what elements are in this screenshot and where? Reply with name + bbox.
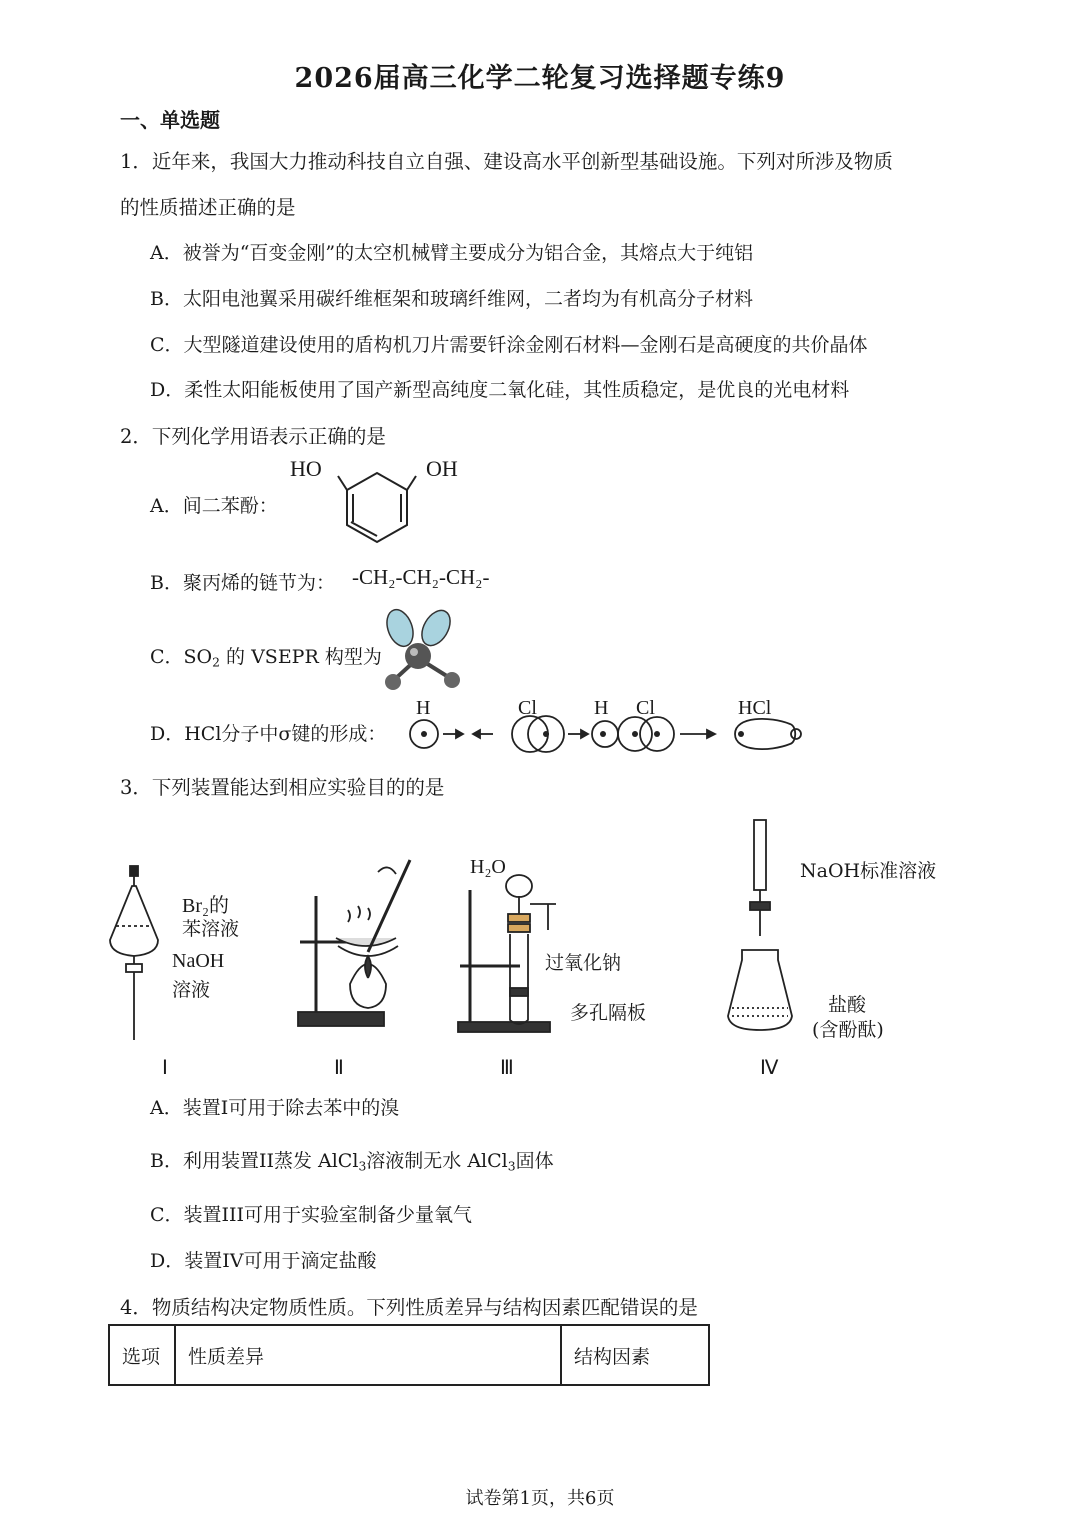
q4-stem: 4．物质结构决定物质性质。下列性质差异与结构因素匹配错误的是 [120, 1296, 698, 1319]
fig-numeral-iii: Ⅲ [500, 1057, 514, 1079]
sigma-hcl-label: HCl [738, 697, 772, 719]
resorcinol-oh-label: OH [426, 456, 458, 481]
q2-option-b-label: B．聚丙烯的链节为： [150, 572, 335, 594]
fig-label-sodium-peroxide: 过氧化钠 [545, 952, 622, 974]
table-header-property: 性质差异 [175, 1325, 561, 1385]
apparatus-ii-evaporation [298, 860, 410, 1026]
resorcinol-ho-label: HO [290, 456, 322, 481]
q3-option-a: A．装置I可用于除去苯中的溴 [150, 1097, 400, 1119]
q1-option-d: D．柔性太阳能板使用了国产新型高纯度二氧化硅，其性质稳定，是优良的光电材料 [150, 379, 850, 401]
q4-table [108, 1324, 710, 1386]
q3-option-c: C．装置III可用于实验室制备少量氧气 [150, 1204, 473, 1226]
so2-vsepr-model [380, 608, 470, 698]
fig-label-br2: Br₂的 [182, 895, 229, 917]
q2-option-d-label: D．HCl分子中σ键的形成： [150, 723, 387, 745]
q1-stem-line1: 1．近年来，我国大力推动科技自立自强、建设高水平创新型基础设施。下列对所涉及物质 [120, 150, 893, 173]
fig-label-naoh-standard: NaOH标准溶液 [800, 860, 937, 882]
apparatus-i-funnel [110, 866, 158, 1040]
fig-label-indicator: (含酚酞) [812, 1019, 884, 1041]
fig-label-h2o: H₂O [470, 856, 506, 878]
q1-stem-line2: 的性质描述正确的是 [120, 196, 296, 219]
fig-numeral-iv: Ⅳ [760, 1057, 779, 1079]
apparatus-iv-titration [728, 820, 792, 1030]
sigma-h2-label: H [594, 697, 609, 719]
fig-label-hcl: 盐酸 [828, 994, 867, 1016]
fig-label-benzene: 苯溶液 [182, 918, 240, 940]
q2-option-a-label: A．间二苯酚： [150, 495, 278, 517]
q2-option-c-label: C．$SO_2$ 的 VSEPR 构型为 [150, 646, 382, 670]
sigma-h-label: H [416, 697, 431, 719]
q3-option-d: D．装置IV可用于滴定盐酸 [150, 1250, 377, 1272]
page-footer: 试卷第1页，共6页 [465, 1488, 615, 1509]
fig-label-solution: 溶液 [172, 979, 211, 1001]
q3-stem: 3．下列装置能达到相应实验目的的是 [120, 776, 445, 799]
q3-option-b: B．利用装置II蒸发 AlCl$_3$溶液制无水 AlCl$_3$固体 [150, 1150, 554, 1174]
table-header-option: 选项 [109, 1325, 175, 1385]
q1-option-a: A．被誉为“百变金刚”的太空机械臂主要成分为铝合金，其熔点大于纯铝 [150, 242, 754, 264]
fig-label-porous-plate: 多孔隔板 [570, 1002, 647, 1024]
sigma-bond-diagram [405, 712, 805, 756]
q2-stem: 2．下列化学用语表示正确的是 [120, 425, 386, 448]
table-header-structure: 结构因素 [561, 1325, 709, 1385]
page-title: 2026届高三化学二轮复习选择题专练9 [294, 63, 786, 94]
section-heading: 一、单选题 [120, 108, 220, 132]
q1-option-c: C．大型隧道建设使用的盾构机刀片需要钎涂金刚石材料—金刚石是高硬度的共价晶体 [150, 334, 868, 356]
table-header-row [109, 1325, 709, 1385]
sigma-cl2-label: Cl [636, 697, 655, 719]
fig-numeral-i: Ⅰ [162, 1057, 168, 1079]
polypropylene-formula: -CH₂-CH₂-CH₂- [352, 565, 490, 589]
apparatus-iii-gas-generator [458, 875, 556, 1032]
sigma-cl-label: Cl [518, 697, 537, 719]
fig-numeral-ii: Ⅱ [334, 1057, 344, 1079]
fig-label-naoh: NaOH [172, 950, 225, 972]
resorcinol-structure [330, 470, 430, 560]
q1-option-b: B．太阳电池翼采用碳纤维框架和玻璃纤维网，二者均为有机高分子材料 [150, 288, 753, 310]
